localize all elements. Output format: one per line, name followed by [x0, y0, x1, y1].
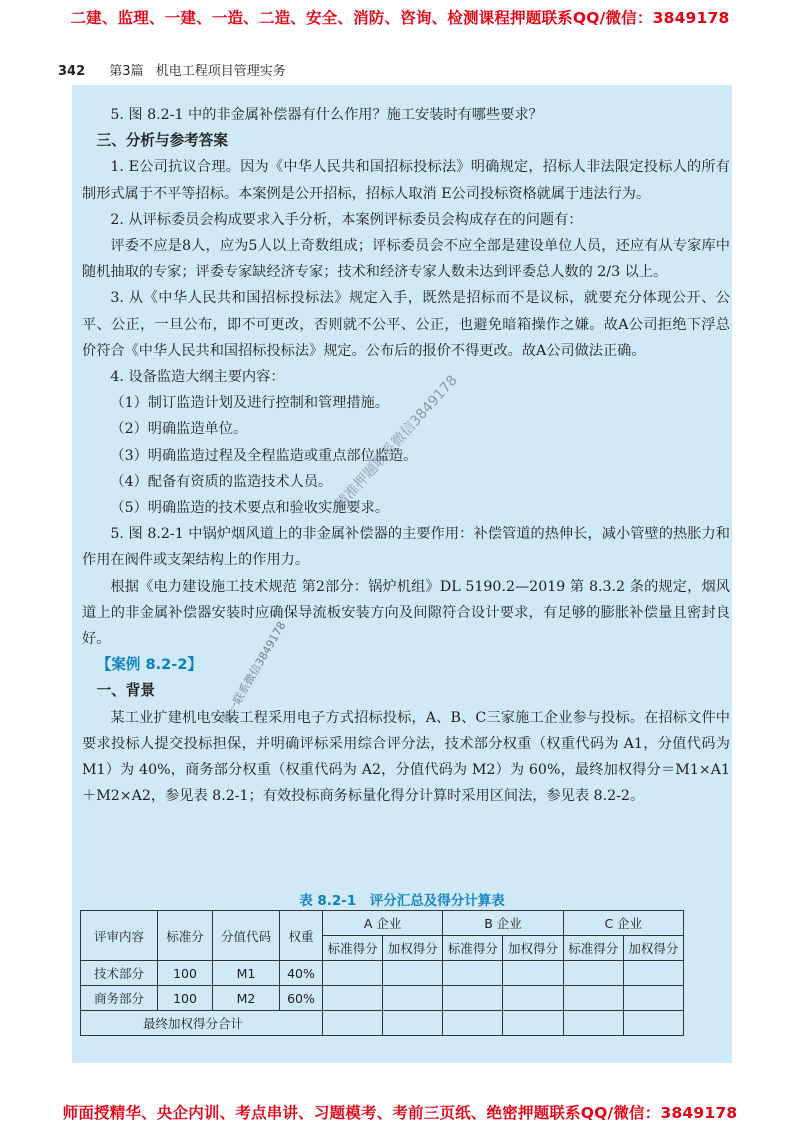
answer-2: 2. 从评标委员会构成要求入手分析，本案例评标委员会构成存在的问题有：	[110, 211, 583, 228]
empty-cell	[623, 986, 683, 1011]
empty-cell	[503, 986, 563, 1011]
row-weight: 40%	[280, 961, 323, 986]
page-body	[82, 102, 730, 809]
empty-cell	[323, 986, 383, 1011]
page-number: 342	[58, 64, 86, 79]
header-std: 标准分	[158, 911, 213, 961]
total-label: 最终加权得分合计	[81, 1011, 323, 1036]
top-banner: 二建、监理、一建、一造、二造、安全、消防、咨询、检测课程押题联系QQ/微信：3849178	[70, 9, 730, 27]
empty-cell	[383, 986, 443, 1011]
background-paragraph: 某工业扩建机电安装工程采用电子方式招标投标，A、B、C三家施工企业参与投标。在招标文件中要求投标人提交投标担保，并明确评标采用综合评分法，技术部分权重（权重代码为 A1，分值代码为 M1）为 40%，商务部分权重（权重代码为 A2，分值代码为 M2）为 60%，最终加权得分＝M1×A1＋M2×A2，参见表 8.2-1；有效投标商务标量化得分计算时采用区间法，参见表 8.2-2。	[82, 709, 730, 805]
row-content: 技术部分	[81, 961, 158, 986]
empty-cell	[443, 986, 503, 1011]
empty-cell	[323, 961, 383, 986]
table-row	[81, 961, 684, 986]
section-heading-analysis: 三、分析与参考答案	[96, 132, 228, 150]
row-code: M2	[213, 986, 280, 1011]
header-content: 评审内容	[81, 911, 158, 961]
empty-cell	[623, 961, 683, 986]
empty-cell	[503, 1011, 563, 1036]
list-item: （4）配备有资质的监造技术人员。	[110, 473, 333, 490]
question-5: 5. 图 8.2-1 中的非金属补偿器有什么作用？施工安装时有哪些要求？	[110, 107, 543, 123]
empty-cell	[383, 1011, 443, 1036]
header-weight: 权重	[280, 911, 323, 961]
header-std-score: 标准得分	[563, 936, 623, 961]
answer-3: 3. 从《中华人民共和国招标投标法》规定入手，既然是招标而不是议标，就要充分体现公开、公平、公正，一旦公布，即不可更改，否则就不公平、公正，也避免暗箱操作之嫌。故A公司拒绝下浮总价符合《中华人民共和国招标投标法》规定。公布后的报价不得更改。故A公司做法正确。	[82, 290, 730, 359]
empty-cell	[563, 961, 623, 986]
list-item: （5）明确监造的技术要点和验收实施要求。	[110, 500, 389, 517]
score-table	[80, 910, 684, 1036]
row-std: 100	[158, 961, 213, 986]
small-watermark: 唯一联系微信3849178	[219, 619, 289, 726]
section-heading-background: 一、背景	[96, 682, 155, 700]
answer-4: 4. 设备监造大纲主要内容：	[110, 369, 285, 386]
empty-cell	[443, 1011, 503, 1036]
row-weight: 60%	[280, 986, 323, 1011]
header-code: 分值代码	[213, 911, 280, 961]
header-weighted-score: 加权得分	[383, 936, 443, 961]
header-std-score: 标准得分	[443, 936, 503, 961]
empty-cell	[563, 1011, 623, 1036]
running-header	[58, 60, 742, 82]
row-code: M1	[213, 961, 280, 986]
bottom-banner: 师面授精华、央企内训、考点串讲、习题模考、考前三页纸、绝密押题联系QQ/微信：3849178	[62, 1104, 738, 1122]
list-item: （2）明确监造单位。	[110, 421, 248, 438]
list-item: （1）制订监造计划及进行控制和管理措施。	[110, 395, 389, 412]
chapter-title: 机电工程项目管理实务	[155, 64, 286, 79]
header-company-a: A 企业	[323, 911, 443, 936]
header-weighted-score: 加权得分	[623, 936, 683, 961]
empty-cell	[443, 961, 503, 986]
answer-5-detail: 根据《电力建设施工技术规范 第2部分：锅炉机组》DL 5190.2—2019 第 8.3.2 条的规定，烟风道上的非金属补偿器安装时应确保导流板安装方向及间隙符合设计要求，有足够的膨胀补偿量且密封良好。	[82, 578, 730, 648]
empty-cell	[623, 1011, 683, 1036]
empty-cell	[503, 961, 563, 986]
header-company-c: C 企业	[563, 911, 683, 936]
table-row	[81, 986, 684, 1011]
row-content: 商务部分	[81, 986, 158, 1011]
answer-1: 1. E公司抗议合理。因为《中华人民共和国招标投标法》明确规定，招标人非法限定投标人的所有制形式属于不平等招标。本案例是公开招标，招标人取消 E公司投标资格就属于违法行为。	[82, 159, 730, 202]
header-std-score: 标准得分	[323, 936, 383, 961]
part-label: 第3篇	[109, 64, 144, 79]
table-total-row	[81, 1011, 684, 1036]
answer-5: 5. 图 8.2-1 中锅炉烟风道上的非金属补偿器的主要作用：补偿管道的热伸长，减小管壁的热胀力和作用在阀件或支架结构上的作用力。	[82, 526, 730, 569]
answer-2-detail: 评委不应是8人，应为5人以上奇数组成；评标委员会不应全部是建设单位人员，还应有从专家库中随机抽取的专家；评委专家缺经济专家；技术和经济专家人数未达到评委总人数的 2/3 以上。	[82, 238, 730, 281]
list-item: （3）明确监造过程及全程监造或重点部位监造。	[110, 447, 418, 464]
header-company-b: B 企业	[443, 911, 563, 936]
empty-cell	[383, 961, 443, 986]
row-std: 100	[158, 986, 213, 1011]
table-title: 表 8.2-1 评分汇总及得分计算表	[299, 893, 505, 909]
diagonal-watermark: 精准押题联系微信3849178	[332, 372, 461, 513]
case-label: 【案例 8.2-2】	[96, 656, 203, 674]
header-weighted-score: 加权得分	[503, 936, 563, 961]
table-header-row	[81, 911, 684, 936]
empty-cell	[323, 1011, 383, 1036]
empty-cell	[563, 986, 623, 1011]
